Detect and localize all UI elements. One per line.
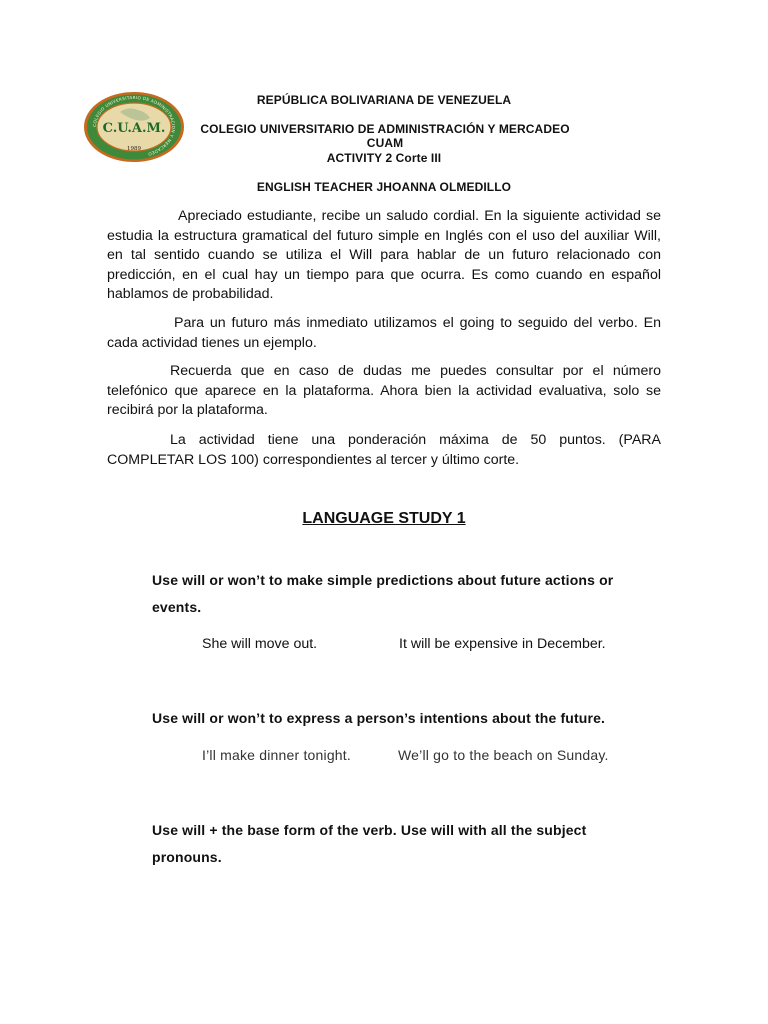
example-rule2-b: We’ll go to the beach on Sunday. bbox=[398, 747, 609, 763]
section-title: LANGUAGE STUDY 1 bbox=[302, 510, 466, 527]
header-activity: ACTIVITY 2 Corte III bbox=[326, 151, 442, 165]
intro-paragraph-4 bbox=[107, 431, 661, 470]
intro-p1-text: Apreciado estudiante, recibe un saludo cordial. En la siguiente actividad se estudia la estructura gramatical del futuro simple en Inglés con el uso del auxiliar Will, en tal sentido cuando se utiliza el Will para hablar de un futuro relacionado con predicción, en el cual hay un tiempo para que ocurra. Es como cuando en español hablamos de probabilidad. bbox=[107, 208, 661, 302]
intro-paragraph-3 bbox=[107, 362, 661, 421]
logo-text: C.U.A.M. bbox=[102, 121, 166, 136]
example-rule1-b: It will be expensive in December. bbox=[399, 636, 606, 652]
intro-paragraph-2 bbox=[107, 314, 661, 353]
example-rule1-a: She will move out. bbox=[202, 636, 318, 652]
rule-intentions: Use will or won’t to express a person’s intentions about the future. bbox=[152, 710, 606, 726]
rule-predictions: Use will or won’t to make simple predictions about future actions or events. bbox=[152, 572, 614, 615]
example-rule2-a: I’ll make dinner tonight. bbox=[202, 747, 351, 763]
header-institution: COLEGIO UNIVERSITARIO DE ADMINISTRACIÓN Y MERCADEO CUAM bbox=[200, 122, 570, 150]
header-teacher: ENGLISH TEACHER JHOANNA OLMEDILLO bbox=[256, 180, 512, 194]
intro-paragraph-1 bbox=[107, 207, 661, 305]
rule-base-form: Use will + the base form of the verb. Use will with all the subject pronouns. bbox=[152, 822, 587, 865]
intro-p2-text: Para un futuro más inmediato utilizamos el going to seguido del verbo. En cada actividad tienes un ejemplo. bbox=[107, 315, 661, 351]
intro-p4-text: La actividad tiene una ponderación máxima de 50 puntos. (PARA COMPLETAR LOS 100) correspondientes al tercer y último corte. bbox=[107, 432, 661, 468]
logo-year: 1989 bbox=[127, 146, 141, 152]
header-country: REPÚBLICA BOLIVARIANA DE VENEZUELA bbox=[256, 93, 512, 107]
intro-p3-text: Recuerda que en caso de dudas me puedes consultar por el número telefónico que aparece en la plataforma. Ahora bien la actividad evaluativa, solo se recibirá por la plataforma. bbox=[107, 363, 661, 418]
logo-ring-text: COLEGIO UNIVERSITARIO DE ADMINISTRACION Y MERCADEO bbox=[91, 94, 177, 157]
